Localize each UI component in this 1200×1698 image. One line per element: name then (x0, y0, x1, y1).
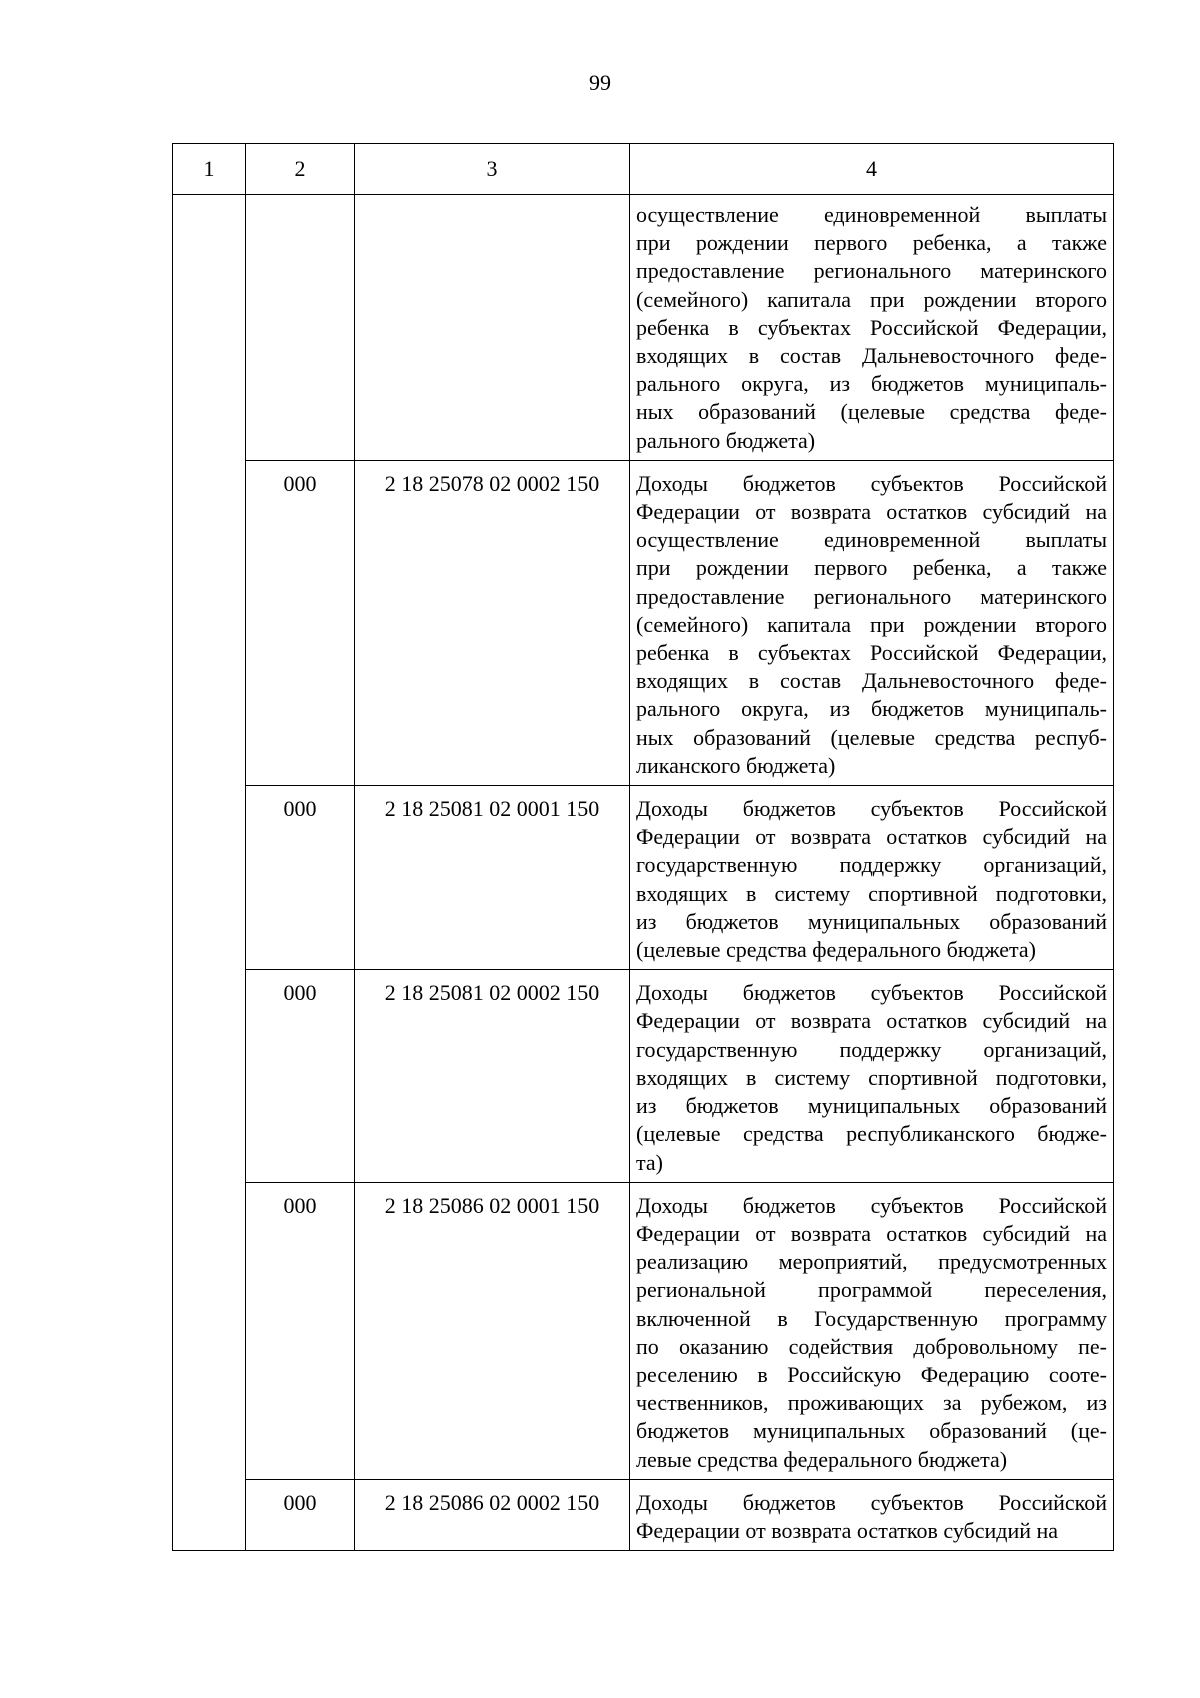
description-line: реселению в Российскую Федерацию сооте- (636, 1361, 1107, 1387)
description-line: рального округа, из бюджетов муниципаль- (636, 371, 1107, 397)
cell-budget-code: 2 18 25081 02 0002 150 (355, 970, 630, 1182)
table-row (173, 786, 1114, 970)
description-line: осуществление единовременной выплаты (636, 202, 1107, 227)
cell-budget-code: 2 18 25081 02 0001 150 (355, 786, 630, 970)
cell-admin-code: 000 (246, 786, 355, 970)
description-line: бюджетов муниципальных образований (це- (636, 1418, 1107, 1444)
header-col-1: 1 (173, 144, 246, 195)
description-line: Федерации от возврата остатков субсидий на (636, 499, 1107, 525)
header-col-4: 4 (630, 144, 1114, 195)
description-line: рального округа, из бюджетов муниципаль- (636, 696, 1107, 722)
table-body (173, 195, 1114, 1551)
description-line: Федерации от возврата остатков субсидий на (636, 1517, 1059, 1543)
page-number: 99 (589, 70, 611, 95)
cell-admin-code: 000 (246, 970, 355, 1182)
cell-budget-code: 2 18 25086 02 0001 150 (355, 1182, 630, 1479)
description-line: входящих в систему спортивной подготовки, (636, 880, 1107, 906)
budget-codes-table (172, 143, 1114, 1551)
cell-budget-code: 2 18 25078 02 0002 150 (355, 460, 630, 785)
cell-admin-code: 000 (246, 1479, 355, 1550)
description-line: входящих в систему спортивной подготовки, (636, 1064, 1107, 1090)
description-line: государственную поддержку организаций, (636, 1036, 1107, 1062)
description-line: ных образований (целевые средства респуб- (636, 724, 1107, 750)
description-line: (целевые средства федерального бюджета) (636, 937, 1036, 963)
description-line: при рождении первого ребенка, а также (636, 555, 1107, 581)
description-line: ликанского бюджета) (636, 752, 836, 778)
description-line: при рождении первого ребенка, а также (636, 230, 1107, 256)
description-line: входящих в состав Дальневосточного феде- (636, 343, 1107, 369)
header-col-2: 2 (246, 144, 355, 195)
description-line: осуществление единовременной выплаты (636, 527, 1107, 553)
description-line: реализацию мероприятий, предусмотренных (636, 1249, 1107, 1275)
cell-admin-code (246, 195, 355, 461)
description-line: предоставление регионального материнского (636, 258, 1107, 284)
description-line: предоставление регионального материнского (636, 583, 1107, 609)
description-line: (целевые средства республиканского бюдже- (636, 1121, 1107, 1147)
cell-description (630, 970, 1114, 1182)
description-line: левые средства федерального бюджета) (636, 1446, 1008, 1472)
description-line: Доходы бюджетов субъектов Российской (636, 470, 1107, 496)
description-line: из бюджетов муниципальных образований (636, 908, 1107, 934)
description-line: включенной в Государственную программу (636, 1305, 1107, 1331)
description-line: Доходы бюджетов субъектов Российской (636, 980, 1107, 1006)
description-line: региональной программой переселения, (636, 1277, 1107, 1303)
description-line: из бюджетов муниципальных образований (636, 1093, 1107, 1119)
description-line: входящих в состав Дальневосточного феде- (636, 668, 1107, 694)
description-line: Доходы бюджетов субъектов Российской (636, 1489, 1107, 1515)
description-line: та) (636, 1149, 663, 1175)
description-line: Федерации от возврата остатков субсидий на (636, 824, 1107, 850)
table-row (173, 970, 1114, 1182)
cell-admin-code: 000 (246, 460, 355, 785)
cell-col-1 (173, 195, 246, 1551)
description-line: государственную поддержку организаций, (636, 852, 1107, 878)
cell-description (630, 460, 1114, 785)
table-row (173, 460, 1114, 785)
description-line: Федерации от возврата остатков субсидий на (636, 1008, 1107, 1034)
description-line: чественников, проживающих за рубежом, из (636, 1390, 1107, 1416)
table-row (173, 195, 1114, 461)
description-line: рального бюджета) (636, 427, 816, 453)
cell-description (630, 195, 1114, 461)
description-line: ных образований (целевые средства феде- (636, 399, 1107, 425)
cell-budget-code (355, 195, 630, 461)
cell-budget-code: 2 18 25086 02 0002 150 (355, 1479, 630, 1550)
cell-description (630, 1479, 1114, 1550)
cell-description (630, 786, 1114, 970)
table-row (173, 1479, 1114, 1550)
description-line: (семейного) капитала при рождении второго (636, 611, 1107, 637)
description-line: ребенка в субъектах Российской Федерации, (636, 314, 1107, 340)
description-line: ребенка в субъектах Российской Федерации, (636, 640, 1107, 666)
cell-description (630, 1182, 1114, 1479)
description-line: Доходы бюджетов субъектов Российской (636, 796, 1107, 822)
header-col-3: 3 (355, 144, 630, 195)
table-row (173, 1182, 1114, 1479)
description-line: Доходы бюджетов субъектов Российской (636, 1192, 1107, 1218)
table-header-row (173, 144, 1114, 195)
description-line: (семейного) капитала при рождении второго (636, 286, 1107, 312)
description-line: Федерации от возврата остатков субсидий на (636, 1220, 1107, 1246)
description-line: по оказанию содействия добровольному пе- (636, 1333, 1107, 1359)
cell-admin-code: 000 (246, 1182, 355, 1479)
